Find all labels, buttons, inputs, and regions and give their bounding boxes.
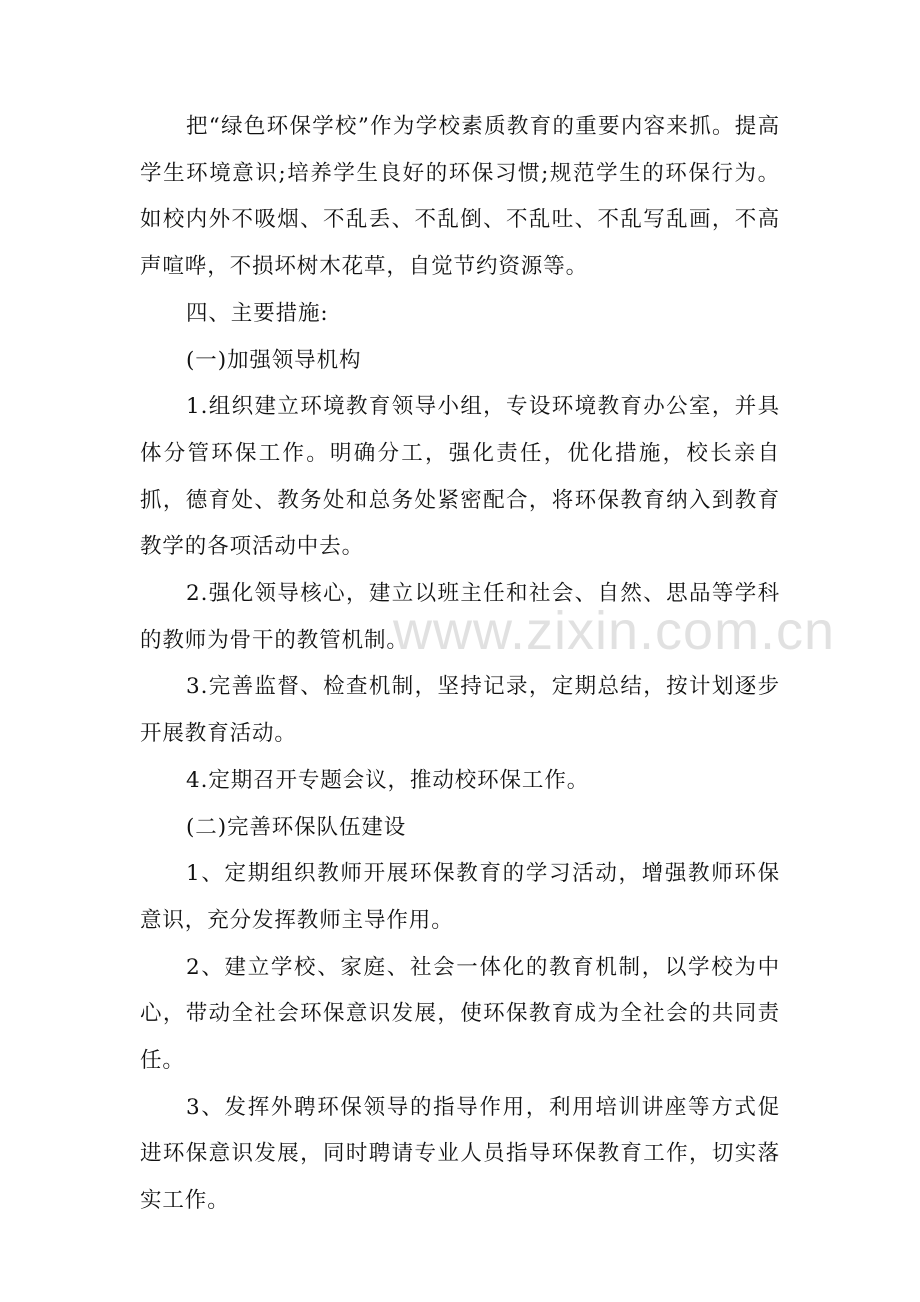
- paragraph-measure-2: 2.强化领导核心，建立以班主任和社会、自然、思品等学科的教师为骨干的教管机制。: [140, 581, 780, 653]
- watermark: www.zixin.com.cn: [393, 601, 836, 661]
- paragraph-green-school-intro: 把“绿色环保学校”作为学校素质教育的重要内容来抓。提高学生环境意识;培养学生良好的环保习惯;规范学生的环保行为。如校内外不吸烟、不乱丢、不乱倒、不乱吐、不乱写乱画，不高声喧哗，不损坏树木花草，自觉节约资源等。: [140, 114, 780, 280]
- paragraph-team-item-3: 3、发挥外聘环保领导的指导作用，利用培训讲座等方式促进环保意识发展，同时聘请专业人员指导环保教育工作，切实落实工作。: [140, 1094, 780, 1214]
- paragraph-team-item-2: 2、建立学校、家庭、社会一体化的教育机制，以学校为中心，带动全社会环保意识发展，使环保教育成为全社会的共同责任。: [140, 954, 780, 1074]
- paragraph-measure-3: 3.完善监督、检查机制，坚持记录，定期总结，按计划逐步开展教育活动。: [140, 674, 780, 747]
- paragraph-measure-1: 1.组织建立环境教育领导小组，专设环境教育办公室，并具体分管环保工作。明确分工，强化责任，优化措施，校长亲自抓，德育处、教务处和总务处紧密配合，将环保教育纳入到教育教学的各项活动中去。: [140, 394, 780, 560]
- subsection-heading-team-building: (二)完善环保队伍建设: [186, 814, 407, 840]
- document-body: [140, 104, 780, 1225]
- paragraph-team-item-1: 1、定期组织教师开展环保教育的学习活动，增强教师环保意识，充分发挥教师主导作用。: [140, 861, 780, 933]
- paragraph-measure-4: 4.定期召开专题会议，推动校环保工作。: [186, 767, 590, 793]
- section-heading-main-measures: 四、主要措施:: [186, 300, 329, 326]
- subsection-heading-leadership: (一)加强领导机构: [186, 347, 362, 373]
